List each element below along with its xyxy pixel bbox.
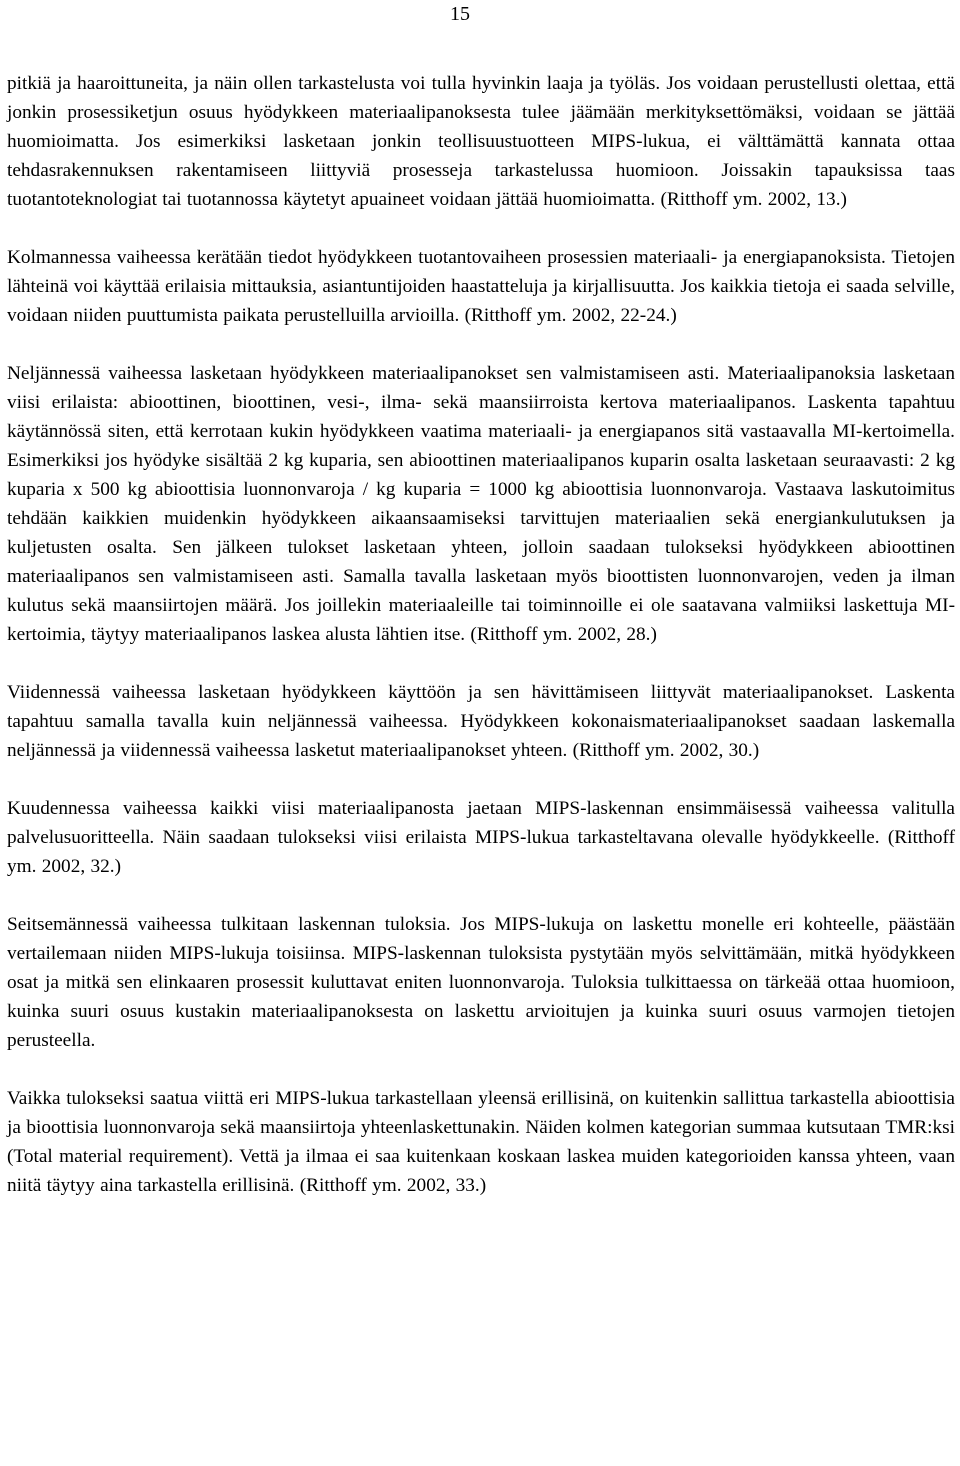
paragraph-neljas-vaihe: Neljännessä vaiheessa lasketaan hyödykkeen materiaalipanokset sen valmistamiseen asti. Materiaalipanoksia lasketaan viisi erilaista: abioottinen, bioottinen, vesi-, ilma- sekä maansiirroista kertova materiaalipanos. Laskenta tapahtuu käytännössä siten, että kerrotaan kukin hyödykkeen vaatima materiaali- ja energiapanos sitä vastaavalla MI-kertoimella. Esimerkiksi jos hyödyke sisältää 2 kg kuparia, sen abioottinen materiaalipanos kuparin osalta lasketaan seuraavasti: 2 kg kuparia x 500 kg abioottisia luonnonvaroja / kg kuparia = 1000 kg abioottisia luonnonvaroja. Vastaava laskutoimitus tehdään kaikkien muidenkin hyödykkeen aikaansaamiseksi tarvittujen materiaalien sekä energiankulutuksen ja kuljetusten osalta. Sen jälkeen tulokset lasketaan yhteen, jolloin saadaan tulokseksi hyödykkeen abioottinen materiaalipanos sen valmistamiseen asti. Samalla tavalla lasketaan myös bioottisten luonnonvarojen, veden ja ilman kulutus sekä maansiirtojen määrä. Jos joillekin materiaaleille tai toiminnoille ei ole saatavana valmiiksi laskettuja MI-kertoimia, täytyy materiaalipanos laskea alusta lähtien itse. (Ritthoff ym. 2002, 28.) xyxy=(7,363,955,645)
paragraph-tmr: Vaikka tulokseksi saatua viittä eri MIPS-lukua tarkastellaan yleensä erillisinä, on kuitenkin sallittua tarkastella abioottisia ja bioottisia luonnonvaroja sekä maansiirtoja yhteenlaskettunakin. Näiden kolmen kategorian summaa kutsutaan TMR:ksi (Total material requirement). Vettä ja ilmaa ei saa kuitenkaan koskaan laskea muiden kategorioiden kanssa yhteen, vaan niitä täytyy aina tarkastella erillisinä. (Ritthoff ym. 2002, 33.) xyxy=(7,1088,955,1196)
document-body xyxy=(7,69,955,1200)
paragraph-viides-vaihe: Viidennessä vaiheessa lasketaan hyödykkeen käyttöön ja sen hävittämiseen liittyvät materiaalipanokset. Laskenta tapahtuu samalla tavalla kuin neljännessä vaiheessa. Hyödykkeen kokonaismateriaalipanokset saadaan laskemalla neljännessä ja viidennessä vaiheessa lasketut materiaalipanokset yhteen. (Ritthoff ym. 2002, 30.) xyxy=(7,682,955,761)
paragraph-kuudes-vaihe: Kuudennessa vaiheessa kaikki viisi materiaalipanosta jaetaan MIPS-laskennan ensimmäisessä vaiheessa valitulla palvelusuoritteella. Näin saadaan tulokseksi viisi erilaista MIPS-lukua tarkasteltavana olevalle hyödykkeelle. (Ritthoff ym. 2002, 32.) xyxy=(7,798,955,877)
paragraph-prosessiketju-rajaus: pitkiä ja haaroittuneita, ja näin ollen tarkastelusta voi tulla hyvinkin laaja ja työläs. Jos voidaan perustellusti olettaa, että jonkin prosessiketjun osuus hyödykkeen materiaalipanoksesta tulee jäämään merkityksettömäksi, voidaan se jättää huomioimatta. Jos esimerkiksi lasketaan jonkin teollisuustuotteen MIPS-lukua, ei välttämättä kannata ottaa tehdasrakennuksen rakentamiseen liittyviä prosesseja tarkastelussa huomioon. Joissakin tapauksissa taas tuotantoteknologiat tai tuotannossa käytetyt apuaineet voidaan jättää huomioimatta. (Ritthoff ym. 2002, 13.) xyxy=(7,73,955,210)
paragraph-kolmas-vaihe: Kolmannessa vaiheessa kerätään tiedot hyödykkeen tuotantovaiheen prosessien materiaali- ja energiapanoksista. Tietojen lähteinä voi käyttää erilaisia mittauksia, asiantuntijoiden haastatteluja ja kirjallisuutta. Jos kaikkia tietoja ei saada selville, voidaan niiden puuttumista paikata perustelluilla arvioilla. (Ritthoff ym. 2002, 22-24.) xyxy=(7,247,955,326)
paragraph-seitsemas-vaihe: Seitsemännessä vaiheessa tulkitaan laskennan tuloksia. Jos MIPS-lukuja on laskettu monelle eri kohteelle, päästään vertailemaan niiden MIPS-lukuja toisiinsa. MIPS-laskennan tuloksista pystytään myös selvittämään, mitkä hyödykkeen osat ja mitkä sen elinkaaren prosessit kuluttavat eniten luonnonvaroja. Tuloksia tulkittaessa on tärkeää ottaa huomioon, kuinka suuri osuus kustakin materiaalipanoksesta on laskettu arvioitujen ja kuinka suuri osuus varmojen tietojen perusteella. xyxy=(7,914,955,1051)
page-number: 15 xyxy=(450,3,470,25)
